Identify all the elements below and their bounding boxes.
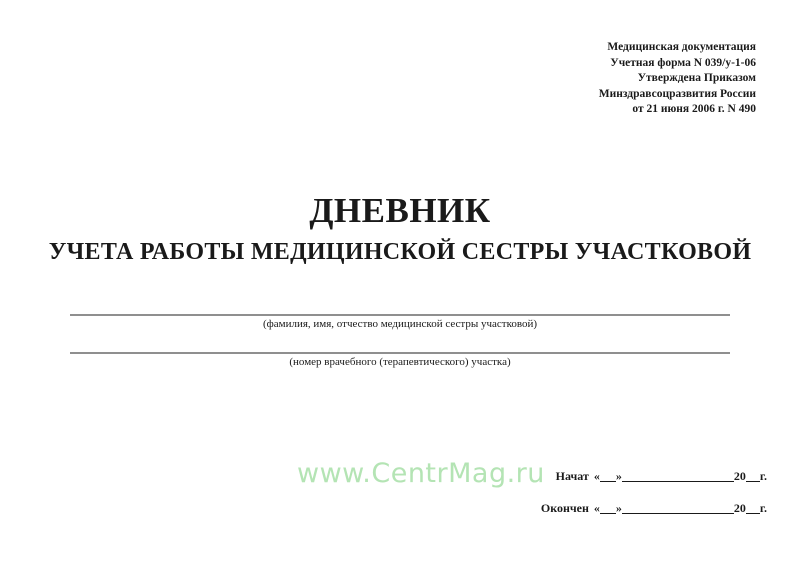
started-day-blank [600, 470, 616, 482]
document-title: ДНЕВНИК [309, 191, 491, 230]
watermark: www.CentrMag.ru [297, 458, 545, 489]
close-quote: » [615, 501, 622, 515]
approval-line: Учетная форма N 039/у-1-06 [610, 56, 756, 69]
year-prefix: 20 [733, 501, 746, 515]
year-suffix: г. [759, 469, 767, 483]
name-fill-line [70, 314, 730, 316]
finished-label: Окончен [540, 501, 589, 515]
approval-line: Минздравсоцразвития России [598, 87, 756, 100]
year-prefix: 20 [733, 469, 746, 483]
open-quote: « [593, 501, 600, 515]
approval-block [599, 40, 756, 118]
started-label: Начат [555, 469, 589, 483]
date-block [527, 468, 767, 516]
district-number-fill-caption: (номер врачебного (терапевтического) участка) [289, 356, 511, 368]
approval-line: от 21 июня 2006 г. N 490 [632, 103, 756, 116]
open-quote: « [593, 469, 600, 483]
close-quote: » [615, 469, 622, 483]
started-month-blank [622, 470, 734, 482]
finished-day-blank [600, 502, 616, 514]
started-date-row [527, 468, 767, 484]
finished-date-row [527, 500, 767, 516]
finished-year-blank [746, 502, 760, 514]
approval-line: Медицинская документация [607, 41, 756, 53]
year-suffix: г. [759, 501, 767, 515]
finished-month-blank [622, 502, 734, 514]
approval-line: Утверждена Приказом [637, 72, 756, 85]
district-number-fill-line [70, 352, 730, 354]
document-subtitle: УЧЕТА РАБОТЫ МЕДИЦИНСКОЙ СЕСТРЫ УЧАСТКОВОЙ [48, 239, 752, 265]
started-year-blank [746, 470, 760, 482]
name-fill-caption: (фамилия, имя, отчество медицинской сестры участковой) [262, 318, 538, 330]
